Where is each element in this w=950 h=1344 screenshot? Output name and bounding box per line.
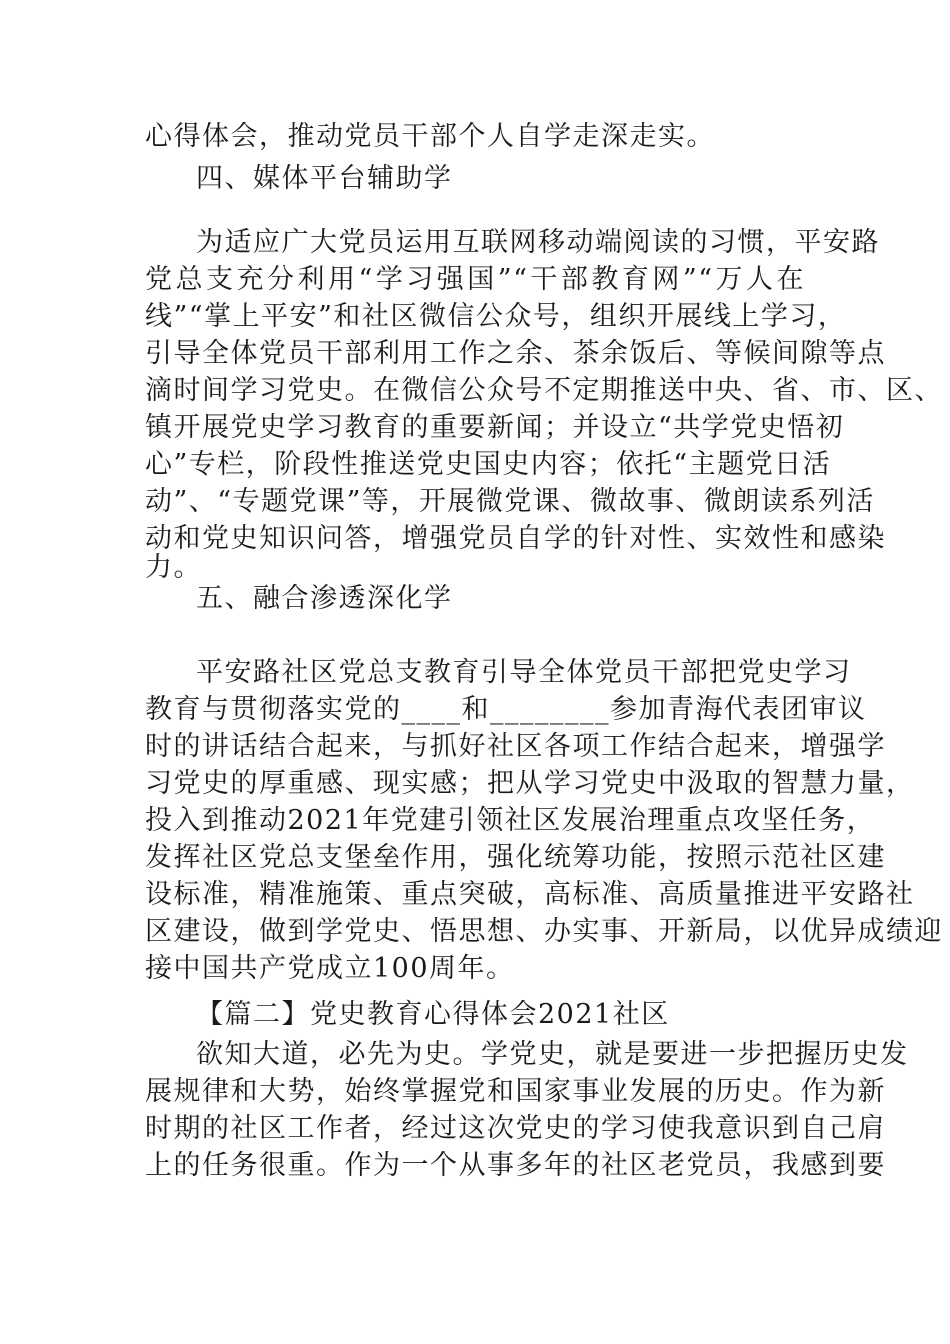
article-heading: 【篇二】党史教育心得体会2021社区 xyxy=(196,999,670,1030)
text-line: 发挥社区党总支堡垒作用，强化统筹功能，按照示范社区建 xyxy=(145,842,886,873)
text-line: 上的任务很重。作为一个从事多年的社区老党员，我感到要 xyxy=(145,1150,886,1181)
text-line: 党总支充分利用“学习强国”“干部教育网”“万人在 xyxy=(145,264,805,295)
text-line: 投入到推动2021年党建引领社区发展治理重点攻坚任务， xyxy=(145,805,876,836)
text-line: 习党史的厚重感、现实感；把从学习党史中汲取的智慧力量， xyxy=(145,768,915,799)
text-line: 镇开展党史学习教育的重要新闻；并设立“共学党史悟初 xyxy=(145,412,845,443)
text-line: 动和党史知识问答，增强党员自学的针对性、实效性和感染 xyxy=(145,523,886,554)
text-line: 线”“掌上平安”和社区微信公众号，组织开展线上学习， xyxy=(145,301,847,332)
text-line: 滴时间学习党史。在微信公众号不定期推送中央、省、市、区、 xyxy=(145,375,943,406)
text-line: 时期的社区工作者，经过这次党史的学习使我意识到自己肩 xyxy=(145,1113,886,1144)
text-line: 引导全体党员干部利用工作之余、茶余饭后、等候间隙等点 xyxy=(145,338,886,369)
text-line: 动”、“专题党课”等，开展微党课、微故事、微朗读系列活 xyxy=(145,486,875,517)
text-line: 平安路社区党总支教育引导全体党员干部把党史学习 xyxy=(196,657,852,688)
text-line: 设标准，精准施策、重点突破，高标准、高质量推进平安路社 xyxy=(145,879,915,910)
section-heading: 五、融合渗透深化学 xyxy=(196,583,453,614)
text-line: 接中国共产党成立100周年。 xyxy=(145,953,515,984)
section-heading: 四、媒体平台辅助学 xyxy=(196,163,453,194)
text-line: 欲知大道，必先为史。学党史，就是要进一步把握历史发 xyxy=(196,1039,909,1070)
text-line: 区建设，做到学党史、悟思想、办实事、开新局，以优异成绩迎 xyxy=(145,916,943,947)
text-line: 为适应广大党员运用互联网移动端阅读的习惯，平安路 xyxy=(196,227,880,258)
text-line: 心得体会，推动党员干部个人自学走深走实。 xyxy=(145,121,715,152)
text-line: 力。 xyxy=(145,552,202,583)
text-line: 心”专栏，阶段性推送党史国史内容；依托“主题党日活 xyxy=(145,449,832,480)
text-line: 展规律和大势，始终掌握党和国家事业发展的历史。作为新 xyxy=(145,1076,886,1107)
text-line: 教育与贯彻落实党的____和________参加青海代表团审议 xyxy=(145,694,867,725)
text-line: 时的讲话结合起来，与抓好社区各项工作结合起来，增强学 xyxy=(145,731,886,762)
